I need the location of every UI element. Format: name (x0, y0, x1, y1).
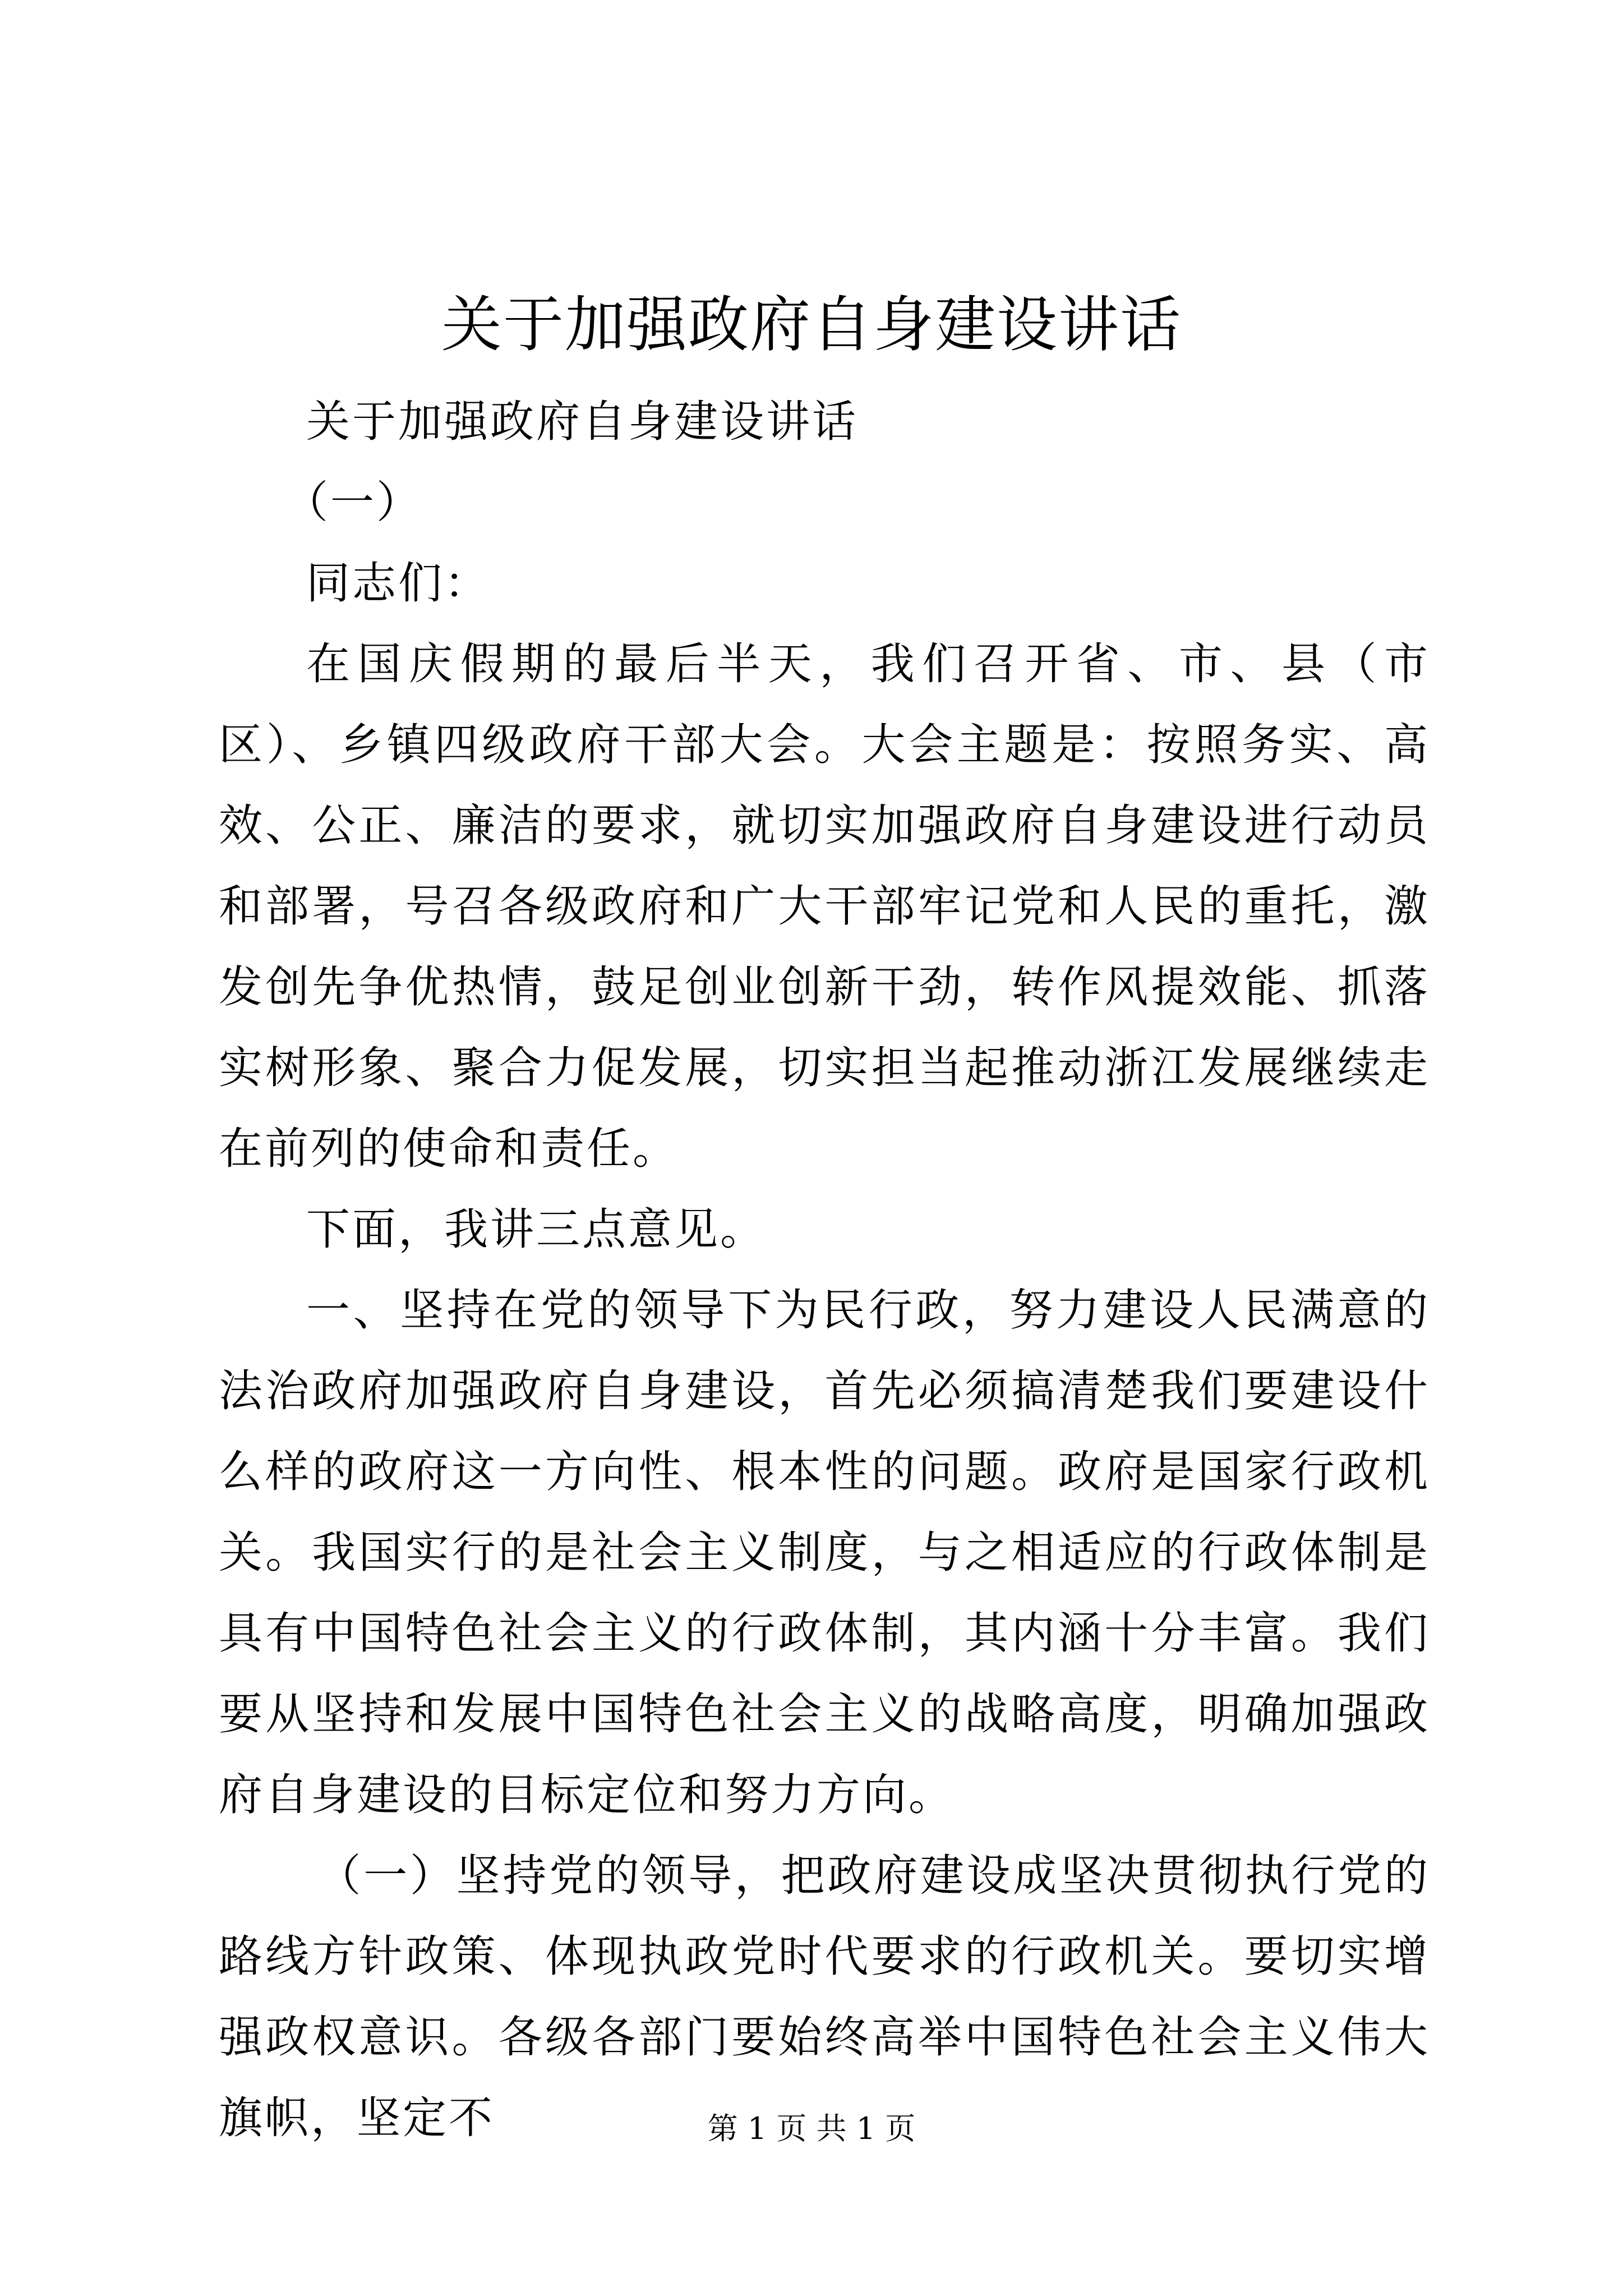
body-paragraph: 一、坚持在党的领导下为民行政，努力建设人民满意的法治政府加强政府自身建设，首先必须搞清楚我们要建设什么样的政府这一方向性、根本性的问题。政府是国家行政机关。我国实行的是社会主义制度，与之相适应的行政体制是具有中国特色社会主义的行政体制，其内涵十分丰富。我们要从坚持和发展中国特色社会主义的战略高度，明确加强政府自身建设的目标定位和努力方向。 (219, 1285, 1430, 1820)
section-marker-paragraph: （一） (284, 477, 423, 528)
salutation-paragraph: 同志们： (306, 558, 491, 609)
page-footer: 第 1 页 共 1 页 (707, 2111, 916, 2146)
body-paragraph: 下面，我讲三点意见。 (306, 1204, 767, 1255)
body-paragraph: 在国庆假期的最后半天，我们召开省、市、县（市区）、乡镇四级政府干部大会。大会主题是：按照务实、高效、公正、廉洁的要求，就切实加强政府自身建设进行动员和部署，号召各级政府和广大干部牢记党和人民的重托，激发创先争优热情，鼓足创业创新干劲，转作风提效能、抓落实树形象、聚合力促发展，切实担当起推动浙江发展继续走在前列的使命和责任。 (219, 639, 1430, 1174)
document-body (219, 381, 1430, 2159)
subtitle-paragraph: 关于加强政府自身建设讲话 (306, 397, 859, 447)
document-title: 关于加强政府自身建设讲话 (441, 290, 1182, 360)
body-paragraph: （一）坚持党的领导，把政府建设成坚决贯彻执行党的路线方针政策、体现执政党时代要求的行政机关。要切实增强政权意识。各级各部门要始终高举中国特色社会主义伟大旗帜，坚定不 (219, 1851, 1430, 2143)
